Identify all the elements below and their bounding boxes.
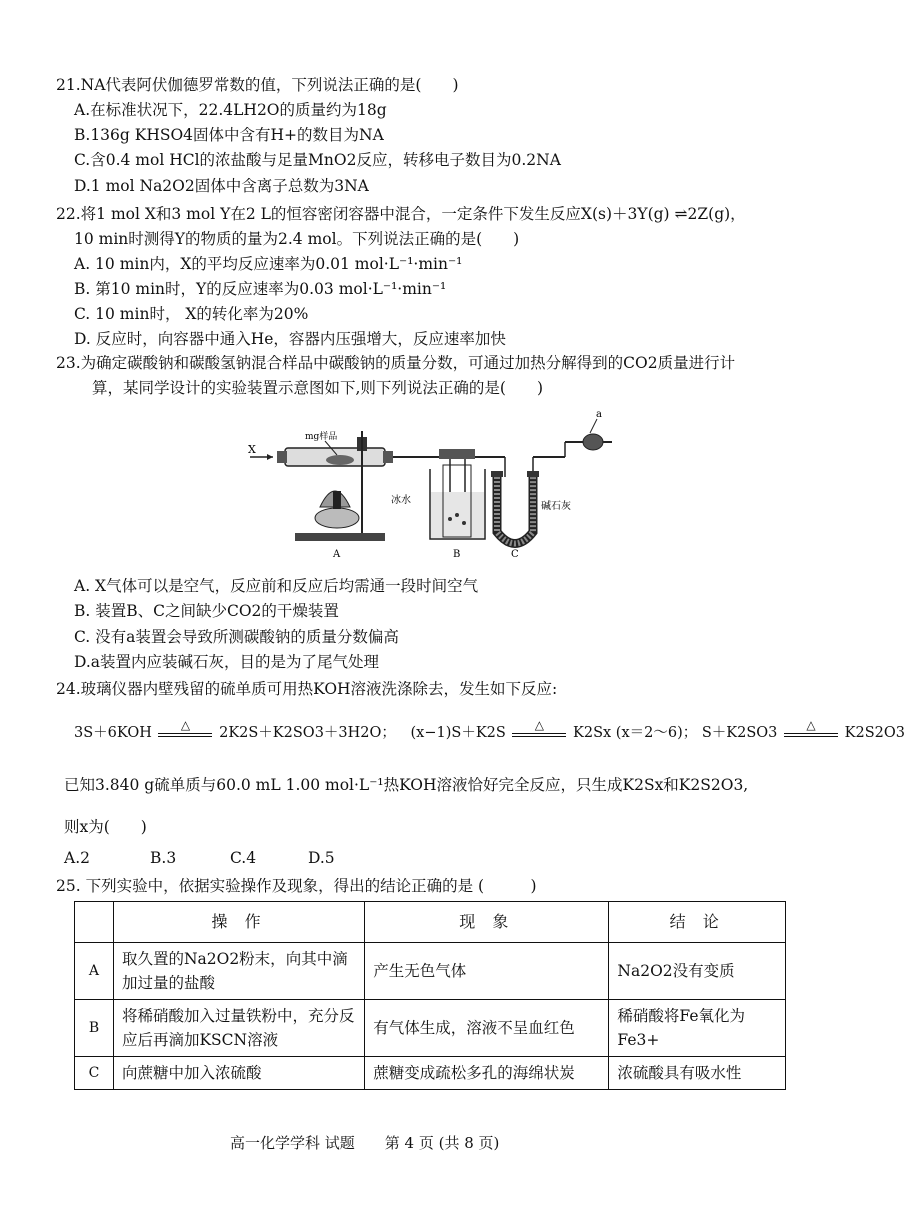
q24-option-d: D.5: [308, 849, 335, 867]
table-row: [75, 1057, 786, 1090]
header-conclusion: 结 论: [609, 902, 786, 943]
experiment-table: [74, 901, 786, 1090]
heat-arrow: △: [510, 722, 568, 744]
q23-option-c: C. 没有a装置会导致所测碳酸钠的质量分数偏高: [74, 628, 399, 646]
ice-water-label: 冰水: [391, 495, 411, 506]
conclusion-cell: 稀硝酸将Fe氧化为Fe3+: [609, 1000, 786, 1057]
q23-stem-line1: 23.为确定碳酸钠和碳酸氢钠混合样品中碳酸钠的质量分数，可通过加热分解得到的CO2质量进行计: [56, 354, 736, 372]
q23-option-a: A. X气体可以是空气，反应前和反应后均需通一段时间空气: [74, 577, 479, 595]
q22-option-c: C. 10 min时， X的转化率为20%: [74, 305, 309, 323]
q25-stem: 25. 下列实验中，依据实验操作及现象，得出的结论正确的是 ( ): [56, 877, 537, 895]
heat-arrow: △: [782, 722, 840, 744]
heat-arrow: △: [156, 722, 214, 744]
eq1-left: 3S＋6KOH: [74, 725, 152, 741]
q23-option-d: D.a装置内应装碱石灰，目的是为了尾气处理: [74, 653, 380, 671]
q21-option-b: B.136g KHSO4固体中含有H+的数目为NA: [74, 126, 384, 144]
operation-cell: 向蔗糖中加入浓硫酸: [113, 1057, 364, 1090]
eq1-right: 2K2S＋K2SO3＋3H2O；: [219, 725, 396, 741]
q21-option-d: D.1 mol Na2O2固体中含离子总数为3NA: [74, 177, 369, 195]
phenomenon-cell: 蔗糖变成疏松多孔的海绵状炭: [365, 1057, 609, 1090]
q24-option-c: C.4: [230, 849, 257, 867]
table-row: [75, 943, 786, 1000]
header-operation: 操 作: [113, 902, 364, 943]
label-b: B: [453, 549, 461, 560]
q21-stem: 21.NA代表阿伏伽德罗常数的值，下列说法正确的是( ): [56, 76, 459, 94]
operation-cell: 取久置的Na2O2粉末，向其中滴加过量的盐酸: [113, 943, 364, 1000]
header-index: [75, 902, 114, 943]
sample-label: mg样品: [305, 432, 338, 442]
phenomenon-cell: 产生无色气体: [365, 943, 609, 1000]
row-label: C: [75, 1057, 114, 1090]
q24-option-a: A.2: [64, 849, 90, 867]
q23-option-b: B. 装置B、C之间缺少CO2的干燥装置: [74, 602, 339, 620]
conclusion-cell: 浓硫酸具有吸水性: [609, 1057, 786, 1090]
soda-lime-label: 碱石灰: [541, 501, 571, 512]
page-footer: 高一化学学科 试题 第 4 页 (共 8 页): [230, 1134, 500, 1152]
a-label: a: [596, 409, 602, 420]
q24-ask: 则x为( ): [64, 818, 147, 836]
q22-option-b: B. 第10 min时，Y的反应速率为0.03 mol·L⁻¹·min⁻¹: [74, 280, 447, 298]
row-label: B: [75, 1000, 114, 1057]
operation-cell: 将稀硝酸加入过量铁粉中，充分反应后再滴加KSCN溶液: [113, 1000, 364, 1057]
eq2-left: (x−1)S＋K2S: [410, 725, 506, 741]
table-row: [75, 1000, 786, 1057]
phenomenon-cell: 有气体生成，溶液不呈血红色: [365, 1000, 609, 1057]
q24-options: [64, 847, 335, 869]
q24-option-b: B.3: [150, 849, 177, 867]
eq3-left: S＋K2SO3: [701, 725, 778, 741]
label-a: A: [333, 549, 341, 560]
q22-option-d: D. 反应时，向容器中通入He，容器内压强增大，反应速率加快: [74, 330, 506, 348]
q22-stem-line2: 10 min时测得Y的物质的量为2.4 mol。下列说法正确的是( ): [74, 230, 520, 248]
q24-given: 已知3.840 g硫单质与60.0 mL 1.00 mol·L⁻¹热KOH溶液恰好完全反应，只生成K2Sx和K2S2O3,: [64, 776, 749, 794]
reaction-equations: [74, 718, 905, 744]
apparatus-diagram: [245, 397, 615, 565]
q21-option-c: C.含0.4 mol HCl的浓盐酸与足量MnO2反应，转移电子数目为0.2NA: [74, 151, 561, 169]
conclusion-cell: Na2O2没有变质: [609, 943, 786, 1000]
label-c: C: [511, 549, 519, 560]
x-gas-label: X: [248, 443, 256, 456]
q21-option-a: A.在标准状况下，22.4LH2O的质量约为18g: [74, 101, 387, 119]
header-phenomenon: 现 象: [365, 902, 609, 943]
row-label: A: [75, 943, 114, 1000]
q22-option-a: A. 10 min内，X的平均反应速率为0.01 mol·L⁻¹·min⁻¹: [74, 255, 463, 273]
q22-stem-line1: 22.将1 mol X和3 mol Y在2 L的恒容密闭容器中混合，一定条件下发生反应X(s)＋3Y(g) ⇌2Z(g)，: [56, 205, 746, 223]
q24-stem: 24.玻璃仪器内壁残留的硫单质可用热KOH溶液洗涤除去，发生如下反应:: [56, 680, 558, 698]
eq3-right: K2S2O3: [844, 725, 905, 741]
eq2-right: K2Sx (x＝2～6)；: [573, 725, 698, 741]
q23-stem-line2: 算，某同学设计的实验装置示意图如下,则下列说法正确的是( ): [92, 379, 544, 397]
table-header-row: [75, 902, 786, 943]
